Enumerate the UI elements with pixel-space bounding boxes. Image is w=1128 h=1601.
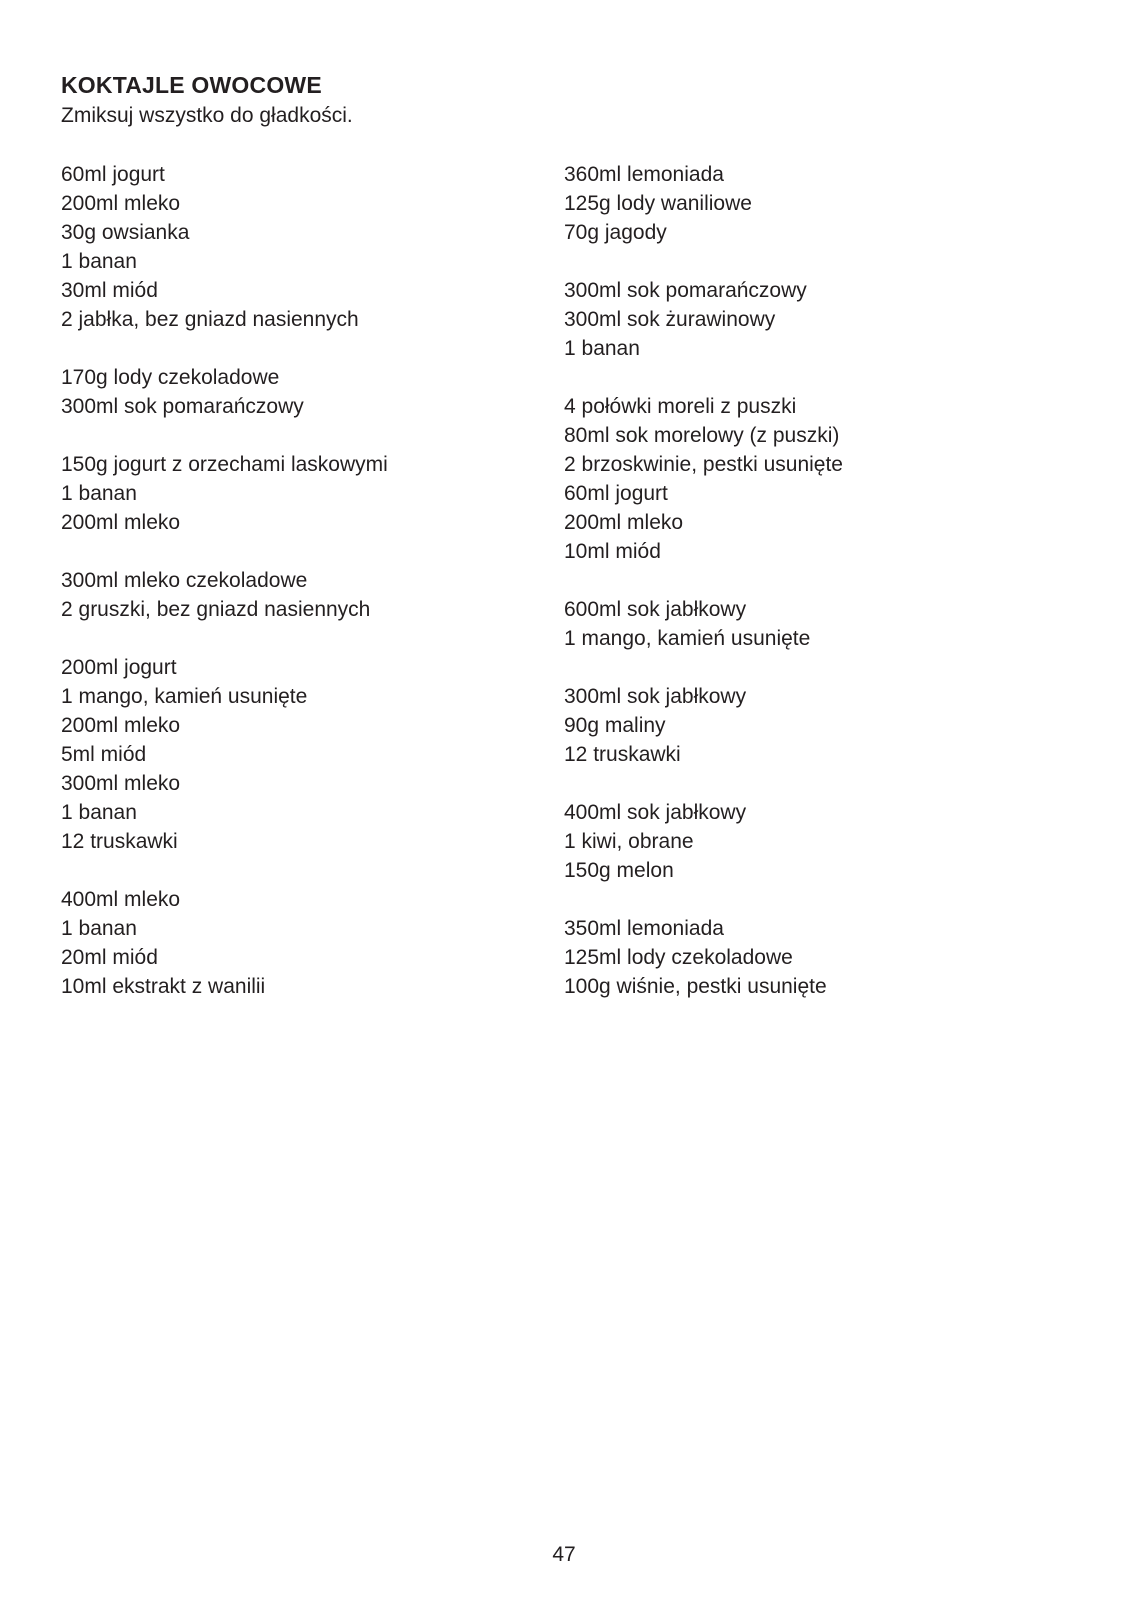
ingredient-line: 200ml mleko <box>61 714 181 737</box>
ingredient-line: 1 banan <box>61 250 137 273</box>
ingredient-line: 12 truskawki <box>564 743 681 766</box>
ingredient-line: 125ml lody czekoladowe <box>564 946 793 969</box>
recipes-column-right <box>564 160 1024 1030</box>
ingredient-line: 600ml sok jabłkowy <box>564 598 747 621</box>
ingredient-line: 300ml mleko czekoladowe <box>61 569 308 592</box>
recipe-block <box>564 914 1024 1001</box>
ingredient-line: 70g jagody <box>564 221 667 244</box>
page-title: KOKTAJLE OWOCOWE <box>61 72 322 98</box>
ingredient-line: 300ml sok pomarańczowy <box>61 395 304 418</box>
ingredient-line: 300ml sok jabłkowy <box>564 685 747 708</box>
ingredient-line: 200ml mleko <box>564 511 684 534</box>
recipe-block <box>61 566 521 624</box>
ingredient-line: 400ml sok jabłkowy <box>564 801 747 824</box>
ingredient-line: 1 banan <box>564 337 640 360</box>
ingredient-line: 150g melon <box>564 859 674 882</box>
ingredient-line: 30g owsianka <box>61 221 190 244</box>
recipe-block <box>564 160 1024 247</box>
ingredient-line: 60ml jogurt <box>564 482 668 505</box>
ingredient-line: 150g jogurt z orzechami laskowymi <box>61 453 388 476</box>
recipe-block <box>61 363 521 421</box>
ingredient-line: 5ml miód <box>61 743 147 766</box>
recipe-block <box>61 450 521 537</box>
ingredient-line: 1 banan <box>61 801 137 824</box>
ingredient-line: 200ml mleko <box>61 192 181 215</box>
recipes-column-left <box>61 160 521 1030</box>
recipe-block <box>564 682 1024 769</box>
ingredient-line: 1 kiwi, obrane <box>564 830 694 853</box>
ingredient-line: 90g maliny <box>564 714 666 737</box>
ingredient-line: 360ml lemoniada <box>564 163 724 186</box>
ingredient-line: 200ml jogurt <box>61 656 177 679</box>
ingredient-line: 80ml sok morelowy (z puszki) <box>564 424 840 447</box>
ingredient-line: 4 połówki moreli z puszki <box>564 395 797 418</box>
ingredient-line: 12 truskawki <box>61 830 178 853</box>
ingredient-line: 300ml sok pomarańczowy <box>564 279 807 302</box>
ingredient-line: 170g lody czekoladowe <box>61 366 280 389</box>
ingredient-line: 125g lody waniliowe <box>564 192 752 215</box>
ingredient-line: 300ml sok żurawinowy <box>564 308 776 331</box>
ingredient-line: 60ml jogurt <box>61 163 165 186</box>
ingredient-line: 200ml mleko <box>61 511 181 534</box>
recipe-block <box>61 885 521 1001</box>
ingredient-line: 350ml lemoniada <box>564 917 724 940</box>
ingredient-line: 100g wiśnie, pestki usunięte <box>564 975 827 998</box>
ingredient-line: 1 banan <box>61 482 137 505</box>
ingredient-line: 2 jabłka, bez gniazd nasiennych <box>61 308 359 331</box>
recipe-block <box>61 160 521 334</box>
ingredient-line: 1 banan <box>61 917 137 940</box>
page-number: 47 <box>552 1543 576 1566</box>
recipe-block <box>564 276 1024 363</box>
ingredient-line: 20ml miód <box>61 946 158 969</box>
ingredient-line: 30ml miód <box>61 279 158 302</box>
ingredient-line: 1 mango, kamień usunięte <box>61 685 308 708</box>
recipe-block <box>61 653 521 856</box>
recipe-block <box>564 595 1024 653</box>
ingredient-line: 400ml mleko <box>61 888 181 911</box>
ingredient-line: 10ml miód <box>564 540 661 563</box>
ingredient-line: 300ml mleko <box>61 772 181 795</box>
ingredient-line: 2 brzoskwinie, pestki usunięte <box>564 453 843 476</box>
ingredient-line: 1 mango, kamień usunięte <box>564 627 811 650</box>
ingredient-line: 2 gruszki, bez gniazd nasiennych <box>61 598 371 621</box>
page-subtitle: Zmiksuj wszystko do gładkości. <box>61 104 353 127</box>
recipe-block <box>564 392 1024 566</box>
recipe-block <box>564 798 1024 885</box>
ingredient-line: 10ml ekstrakt z wanilii <box>61 975 266 998</box>
